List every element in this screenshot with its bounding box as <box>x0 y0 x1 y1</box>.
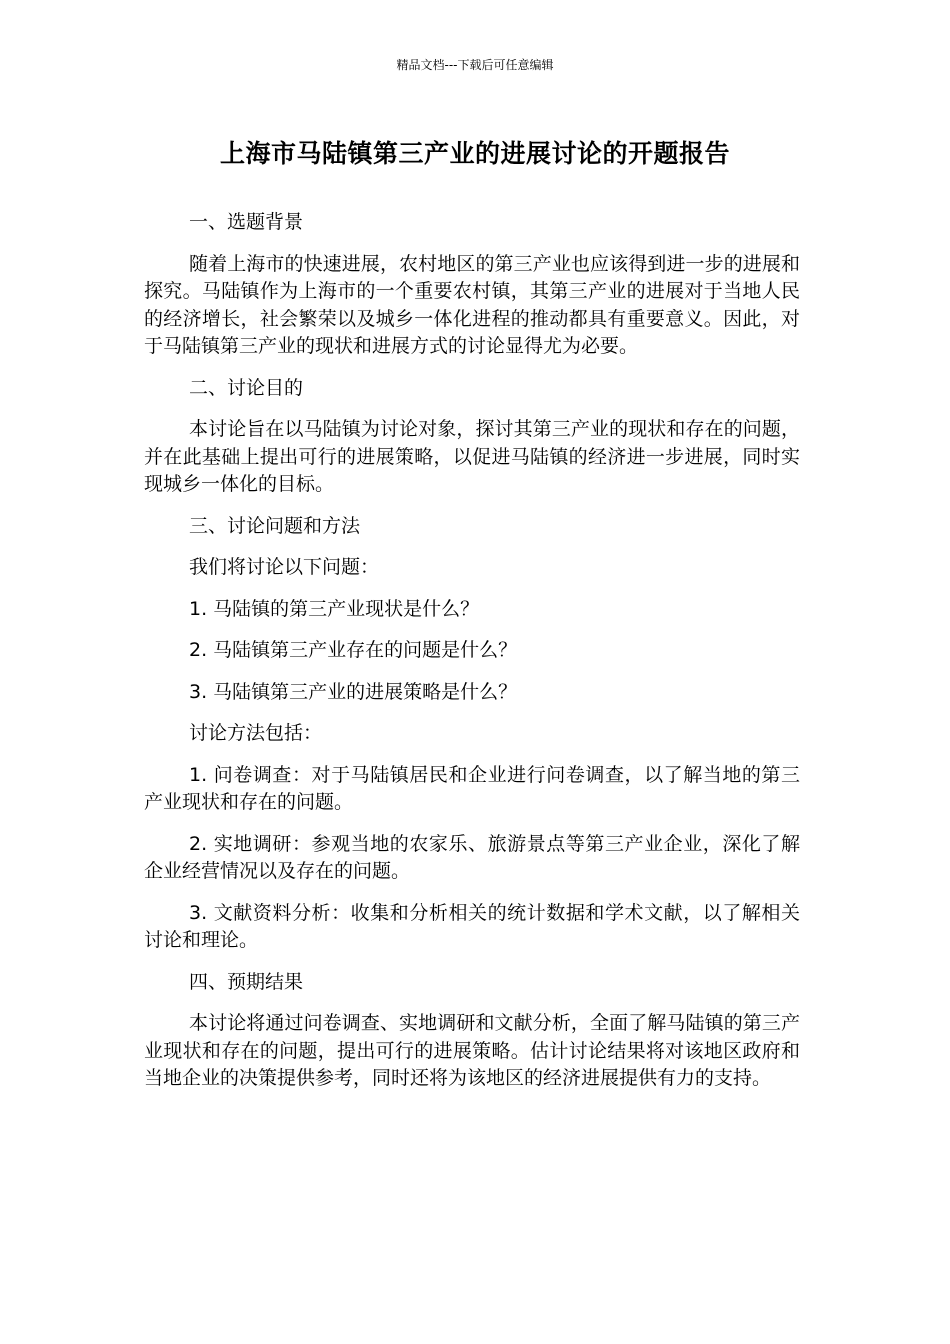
list-item-question-2: 2. 马陆镇第三产业存在的问题是什么？ <box>189 639 518 661</box>
page-header: 精品文档---下载后可任意编辑 <box>396 58 554 72</box>
paragraph-methods-intro: 讨论方法包括： <box>189 722 323 744</box>
paragraph-questions-intro: 我们将讨论以下问题： <box>189 556 380 578</box>
paragraph-expected-results: 本讨论将通过问卷调查、实地调研和文献分析，全面了解马陆镇的第三产业现状和存在的问题，提出可行的进展策略。估计讨论结果将对该地区政府和当地企业的决策提供参考，同时还将为该地区的经济进展提供有力的支持。 <box>144 1012 800 1089</box>
list-item-method-3: 3. 文献资料分析：收集和分析相关的统计数据和学术文献，以了解相关讨论和理论。 <box>144 901 800 951</box>
section-heading-expected-results: 四、预期结果 <box>189 970 304 993</box>
list-item-method-2: 2. 实地调研：参观当地的农家乐、旅游景点等第三产业企业，深化了解企业经营情况以及存在的问题。 <box>144 832 800 882</box>
list-item-method-1: 1. 问卷调查：对于马陆镇居民和企业进行问卷调查，以了解当地的第三产业现状和存在的问题。 <box>144 763 800 813</box>
section-heading-purpose: 二、讨论目的 <box>189 376 304 399</box>
section-heading-questions-methods: 三、讨论问题和方法 <box>189 514 361 537</box>
list-item-question-3: 3. 马陆镇第三产业的进展策略是什么？ <box>189 680 518 703</box>
document-body <box>144 209 800 1107</box>
document-title: 上海市马陆镇第三产业的进展讨论的开题报告 <box>219 139 730 168</box>
paragraph-purpose: 本讨论旨在以马陆镇为讨论对象，探讨其第三产业的现状和存在的问题，并在此基础上提出可行的进展策略，以促进马陆镇的经济进一步进展，同时实现城乡一体化的目标。 <box>144 418 800 495</box>
paragraph-background: 随着上海市的快速进展，农村地区的第三产业也应该得到进一步的进展和探究。马陆镇作为上海市的一个重要农村镇，其第三产业的进展对于当地人民的经济增长，社会繁荣以及城乡一体化进程的推动都具有重要意义。因此，对于马陆镇第三产业的现状和进展方式的讨论显得尤为必要。 <box>144 252 800 357</box>
list-item-question-1: 1. 马陆镇的第三产业现状是什么？ <box>189 597 480 620</box>
section-heading-background: 一、选题背景 <box>189 211 304 233</box>
